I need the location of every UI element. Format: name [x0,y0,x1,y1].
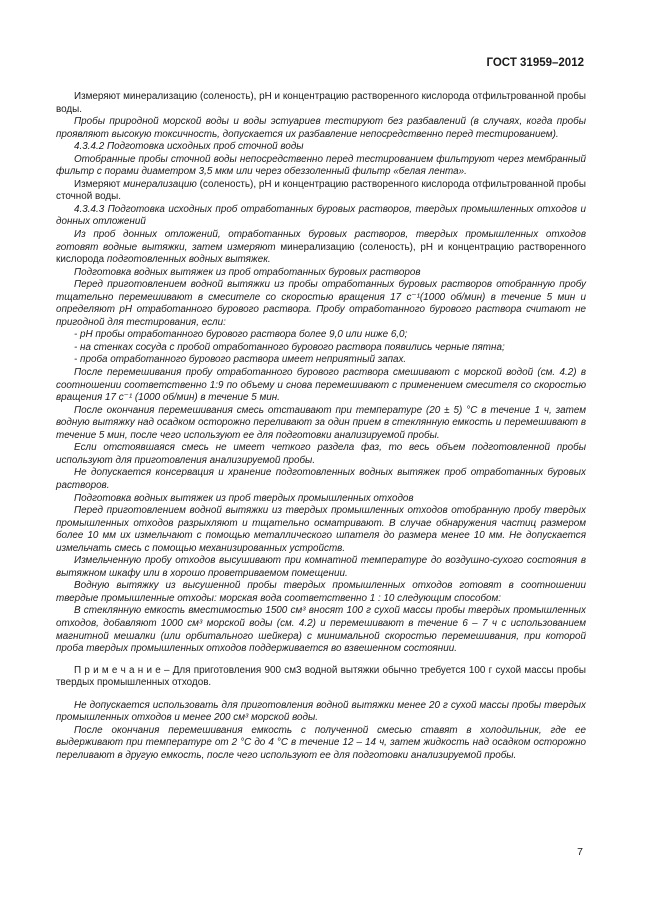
paragraph [56,329,586,342]
text-segment: (соленость), рН и концентрацию растворенного кислорода отфильтрованной пробы сточной воды. [56,178,586,203]
paragraph [56,116,586,141]
paragraph [56,493,586,506]
note-paragraph [56,665,586,690]
paragraph [56,442,586,467]
paragraph [56,367,586,405]
paragraph [56,229,586,267]
text-segment: подготовленных водных вытяжек. [106,254,271,266]
paragraph [56,204,586,229]
text-segment: Перед приготовлением водной вытяжки из твердых промышленных отходов отобранную пробу твердых промышленных отходов разрыхляют и тщательно осматривают. В случае обнаружения частиц размером более 10 мм их измельчают с помощью металлического шпателя до размера менее 10 мм. Не допускается измельчать смесь с помощью механизированных устройств. [56,505,586,554]
text-segment: Из проб донных отложений, отработанных буровых растворов, твердых промышленных отходов готовят водные вытяжки, затем измеряют [56,229,586,253]
paragraph [56,725,586,763]
paragraph [56,342,586,355]
paragraph [56,179,586,204]
text-segment: П р и м е ч а н и е – Для приготовления 900 см3 водной вытяжки обычно требуется 100 г сухой массы пробы твердых промышленных отходов. [56,664,586,689]
text-segment: Подготовка водных вытяжек из проб твердых промышленных отходов [74,492,414,504]
text-segment: минерализацию (соленость), рН и концентрацию растворенного кислорода [56,241,586,266]
text-segment: После перемешивания пробу отработанного бурового раствора смешивают с морской водой (см. 4.2) в соотношении соответственно 1:9 по объему и снова перемешивают с применением смесителя со скоростью вращения 17 с⁻¹ (1000 об/мин) в течение 5 мин. [56,367,586,404]
text-segment: - проба отработанного бурового раствора имеет неприятный запах. [74,354,407,366]
text-segment: 4.3.4.2 Подготовка исходных проб сточной воды [74,141,304,153]
text-segment: Не допускается использовать для приготовления водной вытяжки менее 20 г сухой массы пробы твердых промышленных отходов и менее 200 см³ морской воды. [56,699,586,724]
text-segment: После окончания перемешивания смесь отстаивают при температуре (20 ± 5) °С в течение 1 ч, затем водную вытяжку над осадком осторожно переливают за один прием в стеклянную емкость и перемешивают в течение 5 мин, после чего используют ее для подготовки анализируемой пробы. [56,404,586,441]
paragraph [56,354,586,367]
paragraph [56,154,586,179]
text-segment: Отобранные пробы сточной воды непосредственно перед тестированием фильтруют через мембранный фильтр с порами диаметром 3,5 мкм или через обеззоленный фильтр «белая лента». [56,153,586,178]
paragraph [56,605,586,655]
paragraph [56,505,586,555]
text-segment: Перед приготовлением водной вытяжки из пробы отработанных буровых растворов отобранную пробу тщательно перемешивают в смесителе со скоростью вращения 17 с⁻¹(1000 об/мин) в течение 5 мин и определяют рН отработанного бурового раствора. Пробу отработанного бурового раствора считают не пригодной для тестирования, если: [56,279,586,328]
document-code: ГОСТ 31959–2012 [486,57,584,69]
paragraph [56,267,586,280]
text-segment: Измеряют минерализацию (соленость), pH и концентрацию растворенного кислорода отфильтрованной пробы воды. [56,91,586,115]
text-segment: Измельченную пробу отходов высушивают при комнатной температуре до воздушно-сухого состояния в вытяжном шкафу или в хорошо проветриваемом помещении. [56,555,586,579]
text-segment: Измеряют [74,178,124,190]
text-segment: Пробы природной морской воды и воды эстуариев тестируют без разбавлений (в случаях, когда пробы проявляют высокую токсичность, допускается их разбавление непосредственно перед тестированием). [56,116,586,140]
paragraph [56,405,586,443]
text-segment: После окончания перемешивания емкость с полученной смесью ставят в холодильник, где ее выдерживают при температуре от 2 °С до 4 °С в течение 12 – 14 ч, затем жидкость над осадком осторожно переливают в другую емкость, после чего используют ее для подготовки анализируемой пробы. [56,724,586,761]
text-segment: Водную вытяжку из высушенной пробы твердых промышленных отходов готовят в соотношении твердые промышленные отходы: морская вода соответственно 1 : 10 следующим способом: [56,580,586,604]
document-body [56,91,586,762]
paragraph [56,467,586,492]
page-number: 7 [577,846,583,858]
paragraph [56,141,586,154]
text-segment: - рН пробы отработанного бурового раствора более 9,0 или ниже 6,0; [74,329,408,341]
text-segment: Не допускается консервация и хранение подготовленных водных вытяжек проб отработанных буровых растворов. [56,467,586,491]
text-segment: минерализацию [123,178,197,190]
text-segment: - на стенках сосуда с пробой отработанного бурового раствора появились черные пятна; [74,341,505,353]
paragraph [56,279,586,329]
paragraph [56,700,586,725]
paragraph [56,91,586,116]
paragraph [56,555,586,580]
text-segment: Подготовка водных вытяжек из проб отработанных буровых растворов [74,266,421,278]
text-segment: 4.3.4.3 Подготовка исходных проб отработанных буровых растворов, твердых промышленных отходов и донных отложений [56,203,586,228]
text-segment: Если отстоявшаяся смесь не имеет четкого раздела фаз, то весь объем подготовленной пробы используют для приготовления анализируемой пробы. [56,442,586,466]
text-segment: В стеклянную емкость вместимостью 1500 см³ вносят 100 г сухой массы пробы твердых промышленных отходов, добавляют 1000 см³ морской воды (см. 4.2) и перемешивают в течение 6 – 7 ч с использованием магнитной мешалки (или орбитального шейкера) с минимальной скоростью перемешивания, при которой проба твердых промышленных отходов поддерживается во взвешенном состоянии. [56,605,586,655]
paragraph [56,580,586,605]
